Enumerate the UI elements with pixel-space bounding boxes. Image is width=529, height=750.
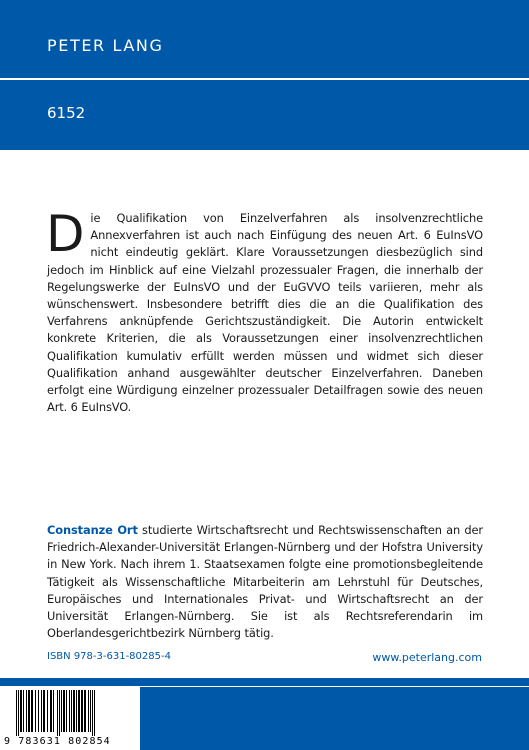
barcode-bar bbox=[23, 690, 24, 732]
isbn: ISBN 978-3-631-80285-4 bbox=[47, 651, 171, 662]
drop-cap: D bbox=[46, 205, 85, 263]
barcode-bars bbox=[14, 690, 130, 736]
barcode-bar bbox=[84, 690, 86, 732]
barcode-bar bbox=[92, 690, 93, 736]
publisher-website-link[interactable]: www.peterlang.com bbox=[372, 651, 482, 664]
barcode-bar bbox=[18, 690, 19, 736]
barcode-bar bbox=[20, 690, 22, 732]
publisher-name: PETER LANG bbox=[47, 36, 164, 55]
footer-band bbox=[0, 678, 529, 686]
barcode-bar bbox=[78, 690, 80, 732]
barcode-bar bbox=[81, 690, 83, 732]
barcode-bar bbox=[41, 690, 42, 732]
author-bio-text: studierte Wirtschaftsrecht und Rechtswissenschaften an der Friedrich-Alexander-Universität Erlangen-Nürnberg und der Hofstra University in New York. Nach ihrem 1. Staatsexamen folgte eine promotionsbegleitende Tätigkeit als Wissenschaftliche Mitarbeiterin am Lehrstuhl für Deutsches, Europäisches und Internationales Privat- und Wirtschaftsrecht an der Universität Erlangen-Nürnberg. Sie ist als Rechtsreferendarin im Oberlandesgerichtbezirk Nürnberg tätig. bbox=[47, 523, 483, 641]
barcode-bar bbox=[35, 690, 36, 732]
header-band bbox=[0, 0, 529, 150]
author-name: Constanze Ort bbox=[47, 523, 138, 537]
barcode bbox=[0, 687, 140, 750]
barcode-bar bbox=[73, 690, 75, 732]
barcode-bar bbox=[50, 690, 52, 732]
author-bio bbox=[47, 522, 483, 642]
barcode-bar bbox=[47, 690, 48, 732]
barcode-bar bbox=[31, 690, 33, 732]
barcode-bar bbox=[26, 690, 27, 732]
barcode-bar bbox=[94, 690, 95, 736]
barcode-bar bbox=[16, 690, 17, 736]
series-number: 6152 bbox=[47, 104, 86, 122]
barcode-bar bbox=[28, 690, 30, 732]
barcode-bar bbox=[38, 690, 39, 732]
barcode-bar bbox=[69, 690, 70, 732]
header-divider bbox=[0, 78, 529, 80]
barcode-bar bbox=[71, 690, 72, 732]
barcode-bar bbox=[90, 690, 91, 732]
barcode-bar bbox=[57, 690, 58, 736]
barcode-bar bbox=[61, 690, 62, 732]
barcode-bar bbox=[43, 690, 45, 732]
footer-band-right bbox=[140, 687, 529, 750]
barcode-bar bbox=[59, 690, 60, 736]
barcode-bar bbox=[88, 690, 89, 732]
barcode-digits: 9 783631 802854 bbox=[4, 736, 111, 747]
abstract-text bbox=[46, 205, 483, 416]
abstract-body: ie Qualifikation von Einzelverfahren als insolvenzrechtliche Annexverfahren ist auch nach Einfügung des neuen Art. 6 EuInsVO nicht eindeutig geklärt. Klare Voraussetzungen diesbezüglich sind jedoch im Hinblick auf eine Vielzahl prozessualer Fragen, die innerhalb der Regelungswerke der EuInsVO und der EuGVVO teils variieren, mehr als wünschenswert. Insbesondere betrifft dies die an die Qualifikation des Verfahrens anknüpfende Gerichtszuständigkeit. Die Autorin entwickelt konkrete Kriterien, die als Voraussetzungen einer insolvenzrechtlichen Qualifikation kumulativ erfüllt werden müssen und widmet sich dieser Qualifikation anhand ausgewählter deutscher Einzelverfahren. Daneben erfolgt eine Würdigung einzelner prozessualer Detailfragen sowie des neuen Art. 6 EuInsVO. bbox=[47, 211, 483, 415]
barcode-bar bbox=[53, 690, 54, 732]
barcode-bar bbox=[66, 690, 67, 732]
barcode-bar bbox=[63, 690, 65, 732]
barcode-bar bbox=[76, 690, 77, 732]
